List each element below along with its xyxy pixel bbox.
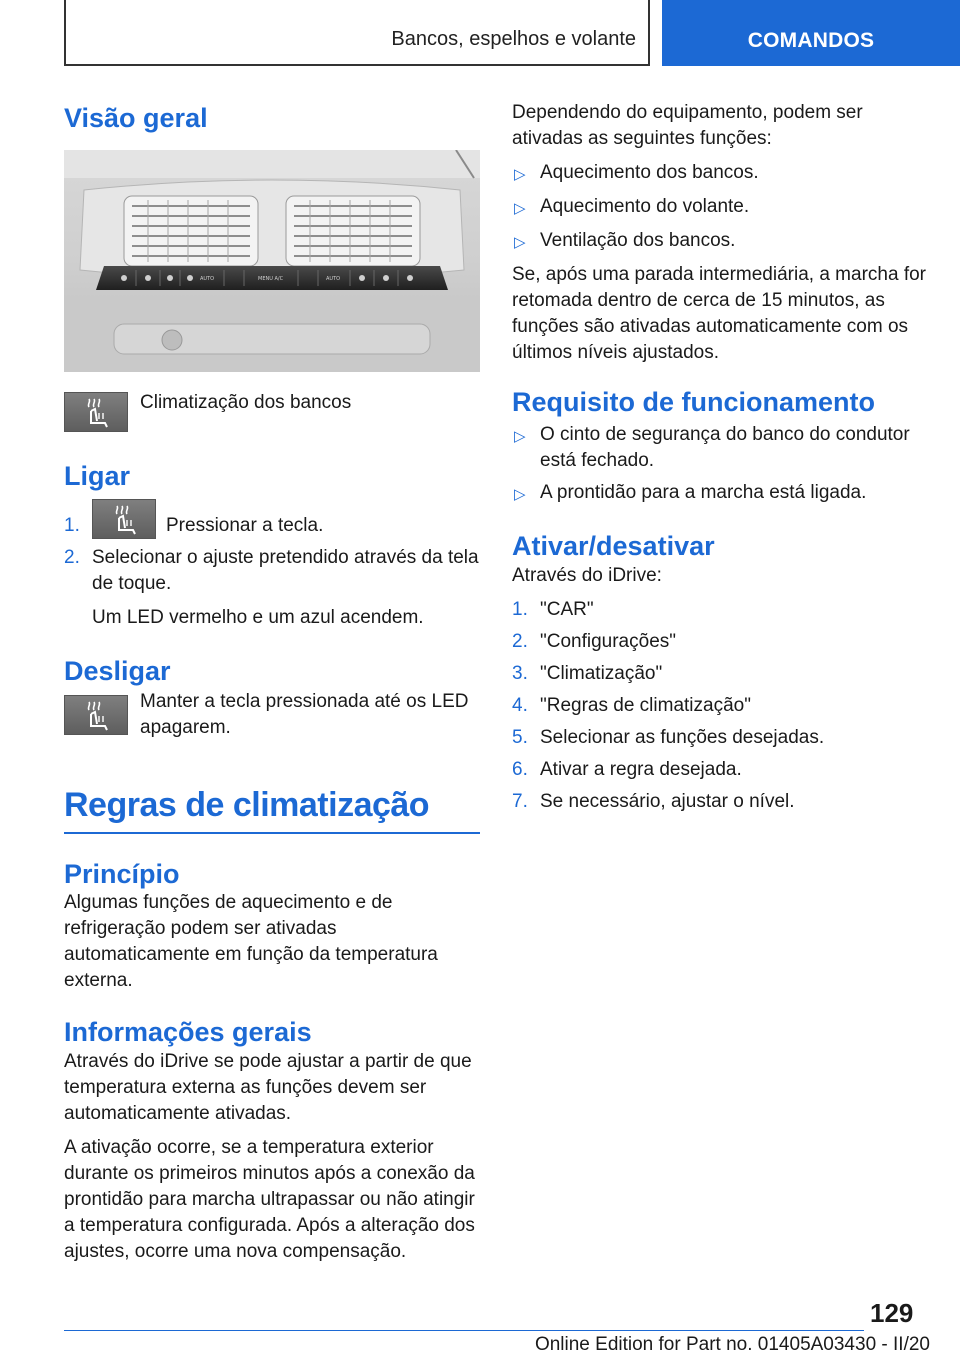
footer-rule	[64, 1330, 864, 1331]
heading-informacoes-gerais: Informações gerais	[64, 1017, 312, 1048]
list-item-text: Aquecimento do volante.	[540, 196, 750, 217]
step-text: Selecionar o ajuste pretendido através da tela de toque.	[92, 546, 479, 594]
panel-label-menu: MENU A/C	[258, 276, 284, 283]
dashboard-vents-illustration	[64, 150, 480, 372]
heading-desligar: Desligar	[64, 655, 171, 686]
step-number: 1.	[512, 598, 528, 620]
ativar-steps	[512, 597, 928, 815]
list-item	[512, 789, 928, 815]
heading-requisito: Requisito de funcionamento	[512, 387, 876, 417]
step-number: 1.	[64, 514, 80, 536]
ligar-steps	[64, 499, 480, 597]
functions-list	[512, 160, 928, 256]
step-number: 2.	[512, 630, 528, 652]
list-item	[64, 499, 480, 539]
requisito-list	[512, 422, 928, 508]
list-item	[512, 160, 928, 188]
list-item	[512, 725, 928, 751]
panel-label-auto-left: AUTO	[200, 276, 215, 283]
right-column	[512, 96, 928, 815]
step-number: 7.	[512, 790, 528, 812]
seat-climate-button-icon[interactable]	[92, 499, 156, 539]
list-item	[512, 629, 928, 655]
step-number: 4.	[512, 694, 528, 716]
step-number: 6.	[512, 758, 528, 780]
step-text: Pressionar a tecla.	[166, 514, 324, 536]
list-item	[64, 545, 480, 597]
triangle-bullet-icon: ▷	[514, 234, 526, 251]
step-text: Selecionar as funções desejadas.	[540, 726, 825, 748]
step-text: "Climatização"	[540, 662, 663, 684]
list-item	[512, 757, 928, 783]
list-item	[512, 422, 928, 474]
desligar-text: Manter a tecla pressionada até os LED apagarem.	[140, 691, 469, 739]
info-paragraph-1: Através do iDrive se pode ajustar a partir de que temperatura externa as funções devem ser automaticamente ativadas.	[64, 1050, 472, 1124]
triangle-bullet-icon: ▷	[514, 166, 526, 183]
step-text: "Regras de climatização"	[540, 694, 751, 716]
list-item-text: A prontidão para a marcha está ligada.	[540, 482, 867, 504]
list-item	[512, 597, 928, 623]
seat-climate-caption: Climatização dos bancos	[140, 392, 352, 414]
section-rule	[64, 832, 480, 834]
list-item	[512, 480, 928, 508]
triangle-bullet-icon: ▷	[514, 486, 526, 504]
list-item	[512, 228, 928, 256]
seat-climate-icon	[64, 695, 128, 735]
step-text: "Configurações"	[540, 630, 677, 652]
triangle-bullet-icon: ▷	[514, 428, 526, 446]
functions-intro: Dependendo do equipamento, podem ser ativadas as seguintes funções:	[512, 102, 863, 149]
step-text: Se necessário, ajustar o nível.	[540, 790, 795, 812]
panel-label-auto-right: AUTO	[326, 276, 341, 283]
list-item-text: Aquecimento dos bancos.	[540, 162, 759, 183]
ativar-intro: Através do iDrive:	[512, 564, 662, 586]
heading-principio: Princípio	[64, 858, 180, 889]
principio-text: Algumas funções de aquecimento e de refrigeração podem ser ativadas automaticamente em função da temperatura externa.	[64, 892, 438, 992]
list-item	[512, 693, 928, 719]
dashboard-photo	[64, 150, 480, 372]
step-number: 2.	[64, 546, 80, 568]
header-chapter-tab[interactable]: COMANDOS	[662, 0, 960, 66]
heading-visao-geral: Visão geral	[64, 103, 208, 133]
header-bottom-border	[64, 64, 650, 66]
desligar-row	[64, 689, 480, 741]
left-column	[64, 96, 480, 1265]
list-item-text: O cinto de segurança do banco do condutor está fechado.	[540, 424, 910, 472]
pause-paragraph: Se, após uma parada intermediária, a marcha for retomada dentro de cerca de 15 minutos, as funções são ativadas automaticamente com os últimos níveis ajustados.	[512, 264, 926, 363]
heading-ativar-desativar: Ativar/desativar	[512, 531, 715, 562]
heading-regras-de-climatizacao: Regras de climatização	[64, 786, 430, 825]
info-paragraph-2: A ativação ocorre, se a temperatura exterior durante os primeiros minutos após a conexão da prontidão para marcha ultrapassar ou não atingir a temperatura configurada. Após a alteração dos ajustes, ocorre uma nova compensação.	[64, 1136, 475, 1262]
step-text: "CAR"	[540, 598, 594, 620]
header-right-border	[648, 0, 650, 66]
seat-climate-legend	[64, 392, 480, 432]
triangle-bullet-icon: ▷	[514, 200, 526, 217]
step-number: 3.	[512, 662, 528, 684]
header-section-title: Bancos, espelhos e volante	[391, 28, 636, 50]
heading-ligar: Ligar	[64, 461, 131, 492]
list-item	[512, 661, 928, 687]
footer-edition: Online Edition for Part no. 01405A03430 - II/20	[534, 1334, 930, 1355]
list-item	[512, 194, 928, 222]
step-number: 5.	[512, 726, 528, 748]
page-number: 129	[870, 1298, 914, 1328]
seat-climate-icon	[64, 392, 128, 432]
step-text: Ativar a regra desejada.	[540, 758, 742, 780]
list-item-text: Ventilação dos bancos.	[540, 230, 736, 251]
ligar-note: Um LED vermelho e um azul acendem.	[92, 606, 424, 628]
